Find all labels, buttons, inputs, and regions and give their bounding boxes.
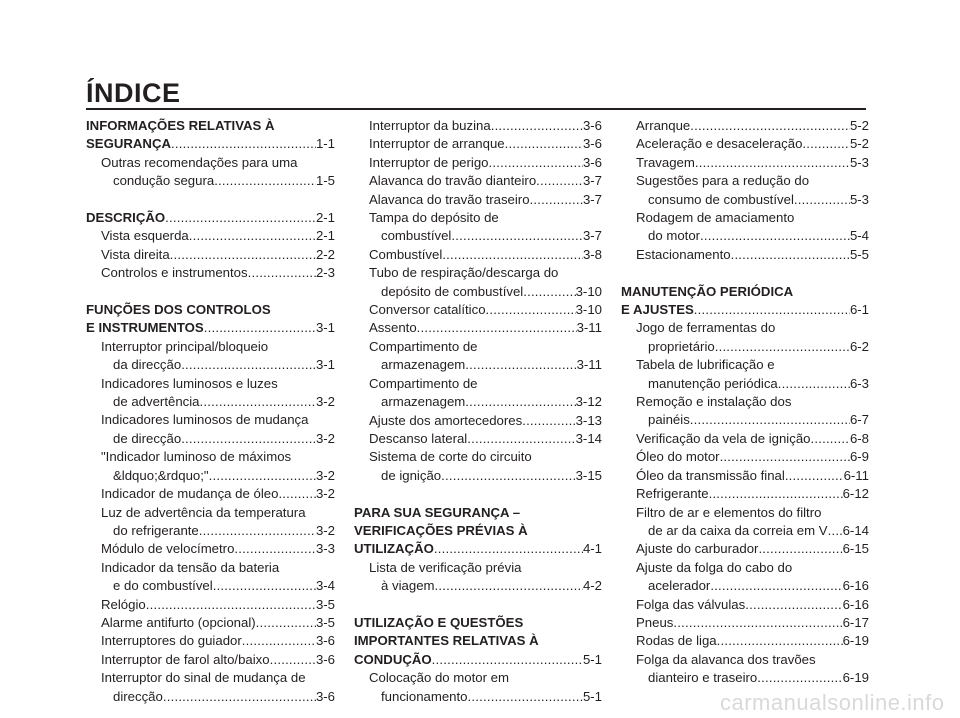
entry-page: 6-3 [849, 375, 869, 391]
entry-page: 6-7 [849, 412, 869, 428]
entry-page: 3-6 [582, 136, 602, 152]
leader-dots [242, 632, 316, 650]
title-rule [86, 108, 866, 110]
entry-page: 2-2 [315, 246, 335, 262]
leader-dots [794, 191, 850, 209]
toc-entry[interactable] [621, 632, 869, 650]
entry-page: 5-3 [849, 191, 869, 207]
watermark: carmanualsonline.info [720, 690, 945, 715]
entry-page: 3-10 [575, 302, 602, 318]
toc-entry[interactable] [621, 467, 869, 485]
toc-entry[interactable] [354, 135, 602, 153]
leader-dots [523, 283, 575, 301]
entry-title: Aceleração e desaceleração [636, 136, 803, 152]
entry-page: 3-13 [575, 412, 602, 428]
entry-title: E INSTRUMENTOS [86, 320, 204, 336]
leader-dots [717, 632, 843, 650]
entry-title: Conversor catalítico [369, 302, 486, 318]
entry-page: 3-2 [315, 467, 335, 483]
entry-title: Óleo do motor [636, 449, 720, 465]
entry-title: Ajuste dos amortecedores [369, 412, 523, 428]
entry-page: 5-2 [849, 118, 869, 133]
toc-entry[interactable] [354, 227, 602, 245]
entry-title: da direcção [113, 357, 182, 373]
entry-page: 3-1 [315, 357, 335, 373]
toc-entry[interactable] [86, 393, 335, 411]
entry-page: 3-10 [575, 283, 602, 299]
entry-title-line: Jogo de ferramentas do [636, 320, 776, 336]
toc-entry[interactable] [354, 246, 602, 264]
entry-title: depósito de combustível [381, 283, 524, 299]
toc-entry[interactable] [621, 596, 869, 614]
leader-dots [200, 393, 316, 411]
leader-dots [700, 227, 850, 245]
entry-title: do refrigerante [113, 522, 199, 538]
leader-dots [442, 246, 583, 264]
entry-title: Assento [369, 320, 417, 336]
toc-entry[interactable] [86, 632, 335, 650]
entry-title: combustível [381, 228, 452, 244]
entry-page: 3-6 [315, 651, 335, 667]
entry-title-line: Interruptor principal/bloqueio [101, 338, 269, 354]
entry-page: 6-15 [842, 541, 869, 557]
entry-title: Estacionamento [636, 246, 731, 262]
leader-dots [486, 301, 576, 319]
entry-title: DESCRIÇÃO [86, 210, 166, 226]
entry-title: acelerador [648, 578, 711, 594]
entry-page: 5-3 [849, 154, 869, 170]
entry-title: condução segura [113, 173, 215, 189]
toc-entry[interactable] [354, 172, 602, 190]
entry-title-line: Folga da alavanca dos travões [636, 651, 816, 667]
entry-page: 6-17 [842, 614, 869, 630]
entry-title-line: Colocação do motor em [369, 670, 510, 686]
entry-page: 3-2 [315, 394, 335, 410]
entry-page: 3-11 [576, 357, 602, 373]
section-heading: MANUTENÇÃO PERIÓDICA [621, 283, 794, 299]
entry-title: de ar da caixa da correia em V [648, 522, 828, 538]
toc-entry[interactable] [86, 688, 335, 706]
toc-entry[interactable] [86, 227, 335, 245]
entry-title-line: Ajuste da folga do cabo do [636, 559, 793, 575]
entry-page: 5-5 [849, 246, 869, 262]
leader-dots [536, 172, 583, 190]
leader-dots [785, 467, 844, 485]
toc-entry[interactable] [86, 356, 335, 374]
toc-entry[interactable] [621, 154, 869, 172]
leader-dots [204, 319, 316, 337]
entry-page: 6-19 [842, 670, 869, 686]
entry-page: 6-11 [843, 467, 869, 483]
toc-entry[interactable] [86, 485, 335, 503]
toc-entry[interactable] [354, 117, 602, 135]
entry-title-line: Lista de verificação prévia [369, 559, 522, 575]
entry-title: armazenagem [381, 357, 466, 373]
toc-column-2 [354, 117, 602, 706]
toc-entry[interactable] [621, 246, 869, 264]
entry-page: 3-5 [315, 596, 335, 612]
entry-page: 6-1 [849, 302, 869, 318]
entry-title: Descanso lateral [369, 430, 468, 446]
entry-title: Rodas de liga [636, 633, 717, 649]
entry-title: e do combustível [113, 578, 213, 594]
spacer [86, 191, 335, 209]
entry-page: 3-11 [576, 320, 602, 336]
entry-page: 3-5 [315, 614, 335, 630]
entry-title: Combustível [369, 246, 443, 262]
toc-entry[interactable] [621, 669, 869, 687]
entry-page: 6-12 [842, 486, 869, 502]
leader-dots [468, 688, 583, 706]
entry-title-line: "Indicador luminoso de máximos [101, 449, 292, 465]
entry-page: 3-7 [582, 191, 602, 207]
entry-title-line: Filtro de ar e elementos do filtro [636, 504, 822, 520]
leader-dots [146, 596, 316, 614]
entry-title: Vista direita [101, 246, 170, 262]
entry-page: 5-1 [582, 688, 602, 704]
entry-title-line: Luz de advertência da temperatura [101, 504, 306, 520]
toc-entry-section[interactable] [354, 540, 602, 558]
entry-page: 6-16 [842, 578, 869, 594]
section-heading: VERIFICAÇÕES PRÉVIAS À [354, 522, 528, 538]
entry-title-line: Sugestões para a redução do [636, 173, 810, 189]
entry-page: 3-1 [315, 320, 335, 336]
entry-page: 6-9 [849, 449, 869, 465]
entry-title: Alarme antifurto (opcional) [101, 614, 256, 630]
toc-column-3 [621, 117, 869, 688]
entry-page: 1-5 [315, 173, 335, 189]
toc-entry-section[interactable] [621, 301, 869, 319]
entry-title-line: Remoção e instalação dos [636, 394, 792, 410]
leader-dots [181, 430, 316, 448]
entry-page: 3-6 [582, 118, 602, 133]
section-heading: IMPORTANTES RELATIVAS À [354, 633, 539, 649]
entry-title-line: Indicadores luminosos e luzes [101, 375, 278, 391]
toc-entry[interactable] [354, 191, 602, 209]
section-heading: UTILIZAÇÃO E QUESTÕES [354, 614, 524, 630]
leader-dots [451, 227, 583, 245]
entry-page: 3-3 [315, 541, 335, 557]
entry-page: 1-1 [315, 136, 335, 152]
toc-entry[interactable] [86, 540, 335, 558]
leader-dots [778, 375, 850, 393]
entry-title: Óleo da transmissão final [636, 467, 785, 483]
toc-entry[interactable] [354, 430, 602, 448]
leader-dots [673, 614, 842, 632]
entry-page: 6-19 [842, 633, 869, 649]
entry-title: SEGURANÇA [86, 136, 171, 152]
entry-page: 6-14 [842, 522, 869, 538]
leader-dots [465, 356, 576, 374]
toc-entry[interactable] [354, 393, 602, 411]
toc-entry[interactable] [621, 430, 869, 448]
leader-dots [758, 540, 842, 558]
leader-dots [491, 117, 583, 135]
toc-entry[interactable] [86, 246, 335, 264]
toc-entry[interactable] [86, 264, 335, 282]
leader-dots [234, 540, 316, 558]
entry-title: do motor [648, 228, 701, 244]
entry-title: de advertência [113, 394, 200, 410]
entry-page: 6-16 [842, 596, 869, 612]
entry-title: UTILIZAÇÃO [354, 541, 434, 557]
entry-title-line: Indicador da tensão da bateria [101, 559, 280, 575]
leader-dots [270, 651, 316, 669]
leader-dots [256, 614, 316, 632]
entry-title: Folga das válvulas [636, 596, 746, 612]
entry-page: 3-14 [575, 430, 602, 446]
entry-title: dianteiro e traseiro [648, 670, 758, 686]
leader-dots [731, 246, 850, 264]
leader-dots [465, 393, 575, 411]
leader-dots [757, 669, 842, 687]
leader-dots [710, 577, 842, 595]
leader-dots [441, 467, 575, 485]
entry-title: Indicador de mudança de óleo [101, 486, 279, 502]
entry-page: 3-2 [315, 430, 335, 446]
entry-title: funcionamento [381, 688, 468, 704]
toc-entry[interactable] [621, 117, 869, 135]
entry-title-line: Compartimento de [369, 338, 478, 354]
entry-title: Verificação da vela de ignição [636, 430, 811, 446]
entry-title: Vista esquerda [101, 228, 189, 244]
entry-title: de direcção [113, 430, 182, 446]
entry-title: consumo de combustível [648, 191, 794, 207]
entry-title: E AJUSTES [621, 302, 694, 318]
leader-dots [278, 485, 316, 503]
leader-dots [199, 522, 316, 540]
entry-title: Arranque [636, 118, 691, 133]
leader-dots [435, 577, 583, 595]
leader-dots [181, 356, 316, 374]
entry-title: &ldquo;&rdquo;" [113, 467, 209, 483]
leader-dots [810, 430, 849, 448]
leader-dots [467, 430, 575, 448]
entry-title: proprietário [648, 338, 715, 354]
leader-dots [709, 485, 843, 503]
entry-page: 5-4 [849, 228, 869, 244]
leader-dots [171, 135, 316, 153]
entry-title: Controlos e instrumentos [101, 265, 248, 281]
entry-title-line: Sistema de corte do circuito [369, 449, 532, 465]
toc-column-1 [86, 117, 335, 706]
toc-entry-section[interactable] [86, 209, 335, 227]
spacer [354, 596, 602, 614]
toc-entry[interactable] [621, 577, 869, 595]
toc-entry[interactable] [621, 227, 869, 245]
entry-page: 3-2 [315, 522, 335, 538]
entry-page: 2-3 [315, 265, 335, 281]
entry-page: 3-7 [582, 228, 602, 244]
entry-page: 3-8 [582, 246, 602, 262]
toc-entry[interactable] [621, 411, 869, 429]
spacer [621, 264, 869, 282]
toc-entry[interactable] [354, 319, 602, 337]
entry-page: 5-1 [582, 651, 602, 667]
toc-entry[interactable] [86, 651, 335, 669]
entry-title: Ajuste do carburador [636, 541, 759, 557]
toc-entry[interactable] [621, 540, 869, 558]
leader-dots [248, 264, 316, 282]
entry-title: Interruptores do guiador [101, 633, 242, 649]
toc-entry[interactable] [621, 191, 869, 209]
toc-entry[interactable] [354, 154, 602, 172]
entry-page: 4-2 [582, 578, 602, 594]
leader-dots [170, 246, 316, 264]
entry-title: CONDUÇÃO [354, 651, 432, 667]
leader-dots [745, 596, 842, 614]
toc-entry[interactable] [86, 577, 335, 595]
entry-page: 3-15 [575, 467, 602, 483]
spacer [86, 283, 335, 301]
toc-entry[interactable] [354, 356, 602, 374]
entry-title: de ignição [381, 467, 442, 483]
toc-entry[interactable] [621, 614, 869, 632]
entry-page: 3-6 [315, 688, 335, 704]
leader-dots [189, 227, 316, 245]
toc-entry[interactable] [86, 522, 335, 540]
entry-page: 3-6 [582, 154, 602, 170]
entry-title: Alavanca do travão dianteiro [369, 173, 537, 189]
entry-title: manutenção periódica [648, 375, 778, 391]
entry-title: Relógio [101, 596, 146, 612]
entry-title-line: Compartimento de [369, 375, 478, 391]
leader-dots [802, 135, 850, 153]
entry-page: 5-2 [849, 136, 869, 152]
entry-title-line: Tabela de lubrificação e [636, 357, 775, 373]
toc-entry[interactable] [86, 172, 335, 190]
leader-dots [695, 154, 850, 172]
leader-dots [165, 209, 316, 227]
leader-dots [417, 319, 577, 337]
entry-title: Travagem [636, 154, 695, 170]
entry-title-line: Tubo de respiração/descarga do [369, 265, 559, 281]
toc-entry[interactable] [86, 596, 335, 614]
leader-dots [214, 172, 316, 190]
leader-dots [715, 338, 850, 356]
leader-dots [690, 411, 850, 429]
toc-entry[interactable] [354, 577, 602, 595]
toc-entry[interactable] [86, 430, 335, 448]
toc-entry[interactable] [86, 614, 335, 632]
entry-page: 3-7 [582, 173, 602, 189]
leader-dots [690, 117, 850, 135]
entry-title: Alavanca do travão traseiro [369, 191, 530, 207]
toc-entry-section[interactable] [86, 319, 335, 337]
toc-entry[interactable] [86, 467, 335, 485]
toc-entry[interactable] [621, 135, 869, 153]
entry-title: armazenagem [381, 394, 466, 410]
entry-title-line: Indicadores luminosos de mudança [101, 412, 309, 428]
spacer [354, 485, 602, 503]
leader-dots [432, 651, 583, 669]
entry-title: Refrigerante [636, 486, 709, 502]
entry-title-line: Tampa do depósito de [369, 210, 499, 226]
entry-page: 2-1 [315, 228, 335, 244]
toc-entry[interactable] [354, 283, 602, 301]
toc-entry[interactable] [354, 688, 602, 706]
entry-title: direcção [113, 688, 163, 704]
entry-title: Interruptor de perigo [369, 154, 489, 170]
entry-page: 3-12 [575, 394, 602, 410]
section-heading: FUNÇÕES DOS CONTROLOS [86, 302, 271, 318]
entry-title: Interruptor de farol alto/baixo [101, 651, 270, 667]
leader-dots [828, 522, 843, 540]
leader-dots [434, 540, 583, 558]
entry-page: 4-1 [582, 541, 602, 557]
toc-entry[interactable] [621, 485, 869, 503]
entry-title: Módulo de velocímetro [101, 541, 235, 557]
section-heading: PARA SUA SEGURANÇA – [354, 504, 521, 520]
entry-page: 6-2 [849, 338, 869, 354]
toc-entry-section[interactable] [86, 135, 335, 153]
toc-entry[interactable] [354, 301, 602, 319]
leader-dots [213, 577, 316, 595]
entry-page: 3-2 [315, 486, 335, 502]
section-heading: INFORMAÇÕES RELATIVAS À [86, 118, 275, 133]
leader-dots [530, 191, 583, 209]
page-title: ÍNDICE [86, 78, 181, 108]
entry-title: Interruptor de arranque [369, 136, 505, 152]
leader-dots [209, 467, 316, 485]
entry-title-line: Outras recomendações para uma [101, 154, 298, 170]
entry-title: à viagem [381, 578, 435, 594]
toc-entry[interactable] [621, 522, 869, 540]
entry-title-line: Rodagem de amaciamento [636, 210, 795, 226]
entry-page: 2-1 [315, 210, 335, 226]
toc-entry[interactable] [621, 338, 869, 356]
entry-page: 3-4 [315, 578, 335, 594]
leader-dots [694, 301, 850, 319]
leader-dots [720, 448, 850, 466]
toc-entry[interactable] [354, 412, 602, 430]
entry-title-line: Interruptor do sinal de mudança de [101, 670, 306, 686]
leader-dots [522, 412, 575, 430]
entry-page: 3-6 [315, 633, 335, 649]
entry-title: Pneus [636, 614, 674, 630]
entry-title: Interruptor da buzina [369, 118, 491, 133]
toc-entry-section[interactable] [354, 651, 602, 669]
toc-entry[interactable] [621, 448, 869, 466]
toc-entry[interactable] [621, 375, 869, 393]
leader-dots [505, 135, 583, 153]
leader-dots [489, 154, 583, 172]
toc-entry[interactable] [354, 467, 602, 485]
leader-dots [163, 688, 316, 706]
entry-page: 6-8 [849, 430, 869, 446]
entry-title: painéis [648, 412, 690, 428]
